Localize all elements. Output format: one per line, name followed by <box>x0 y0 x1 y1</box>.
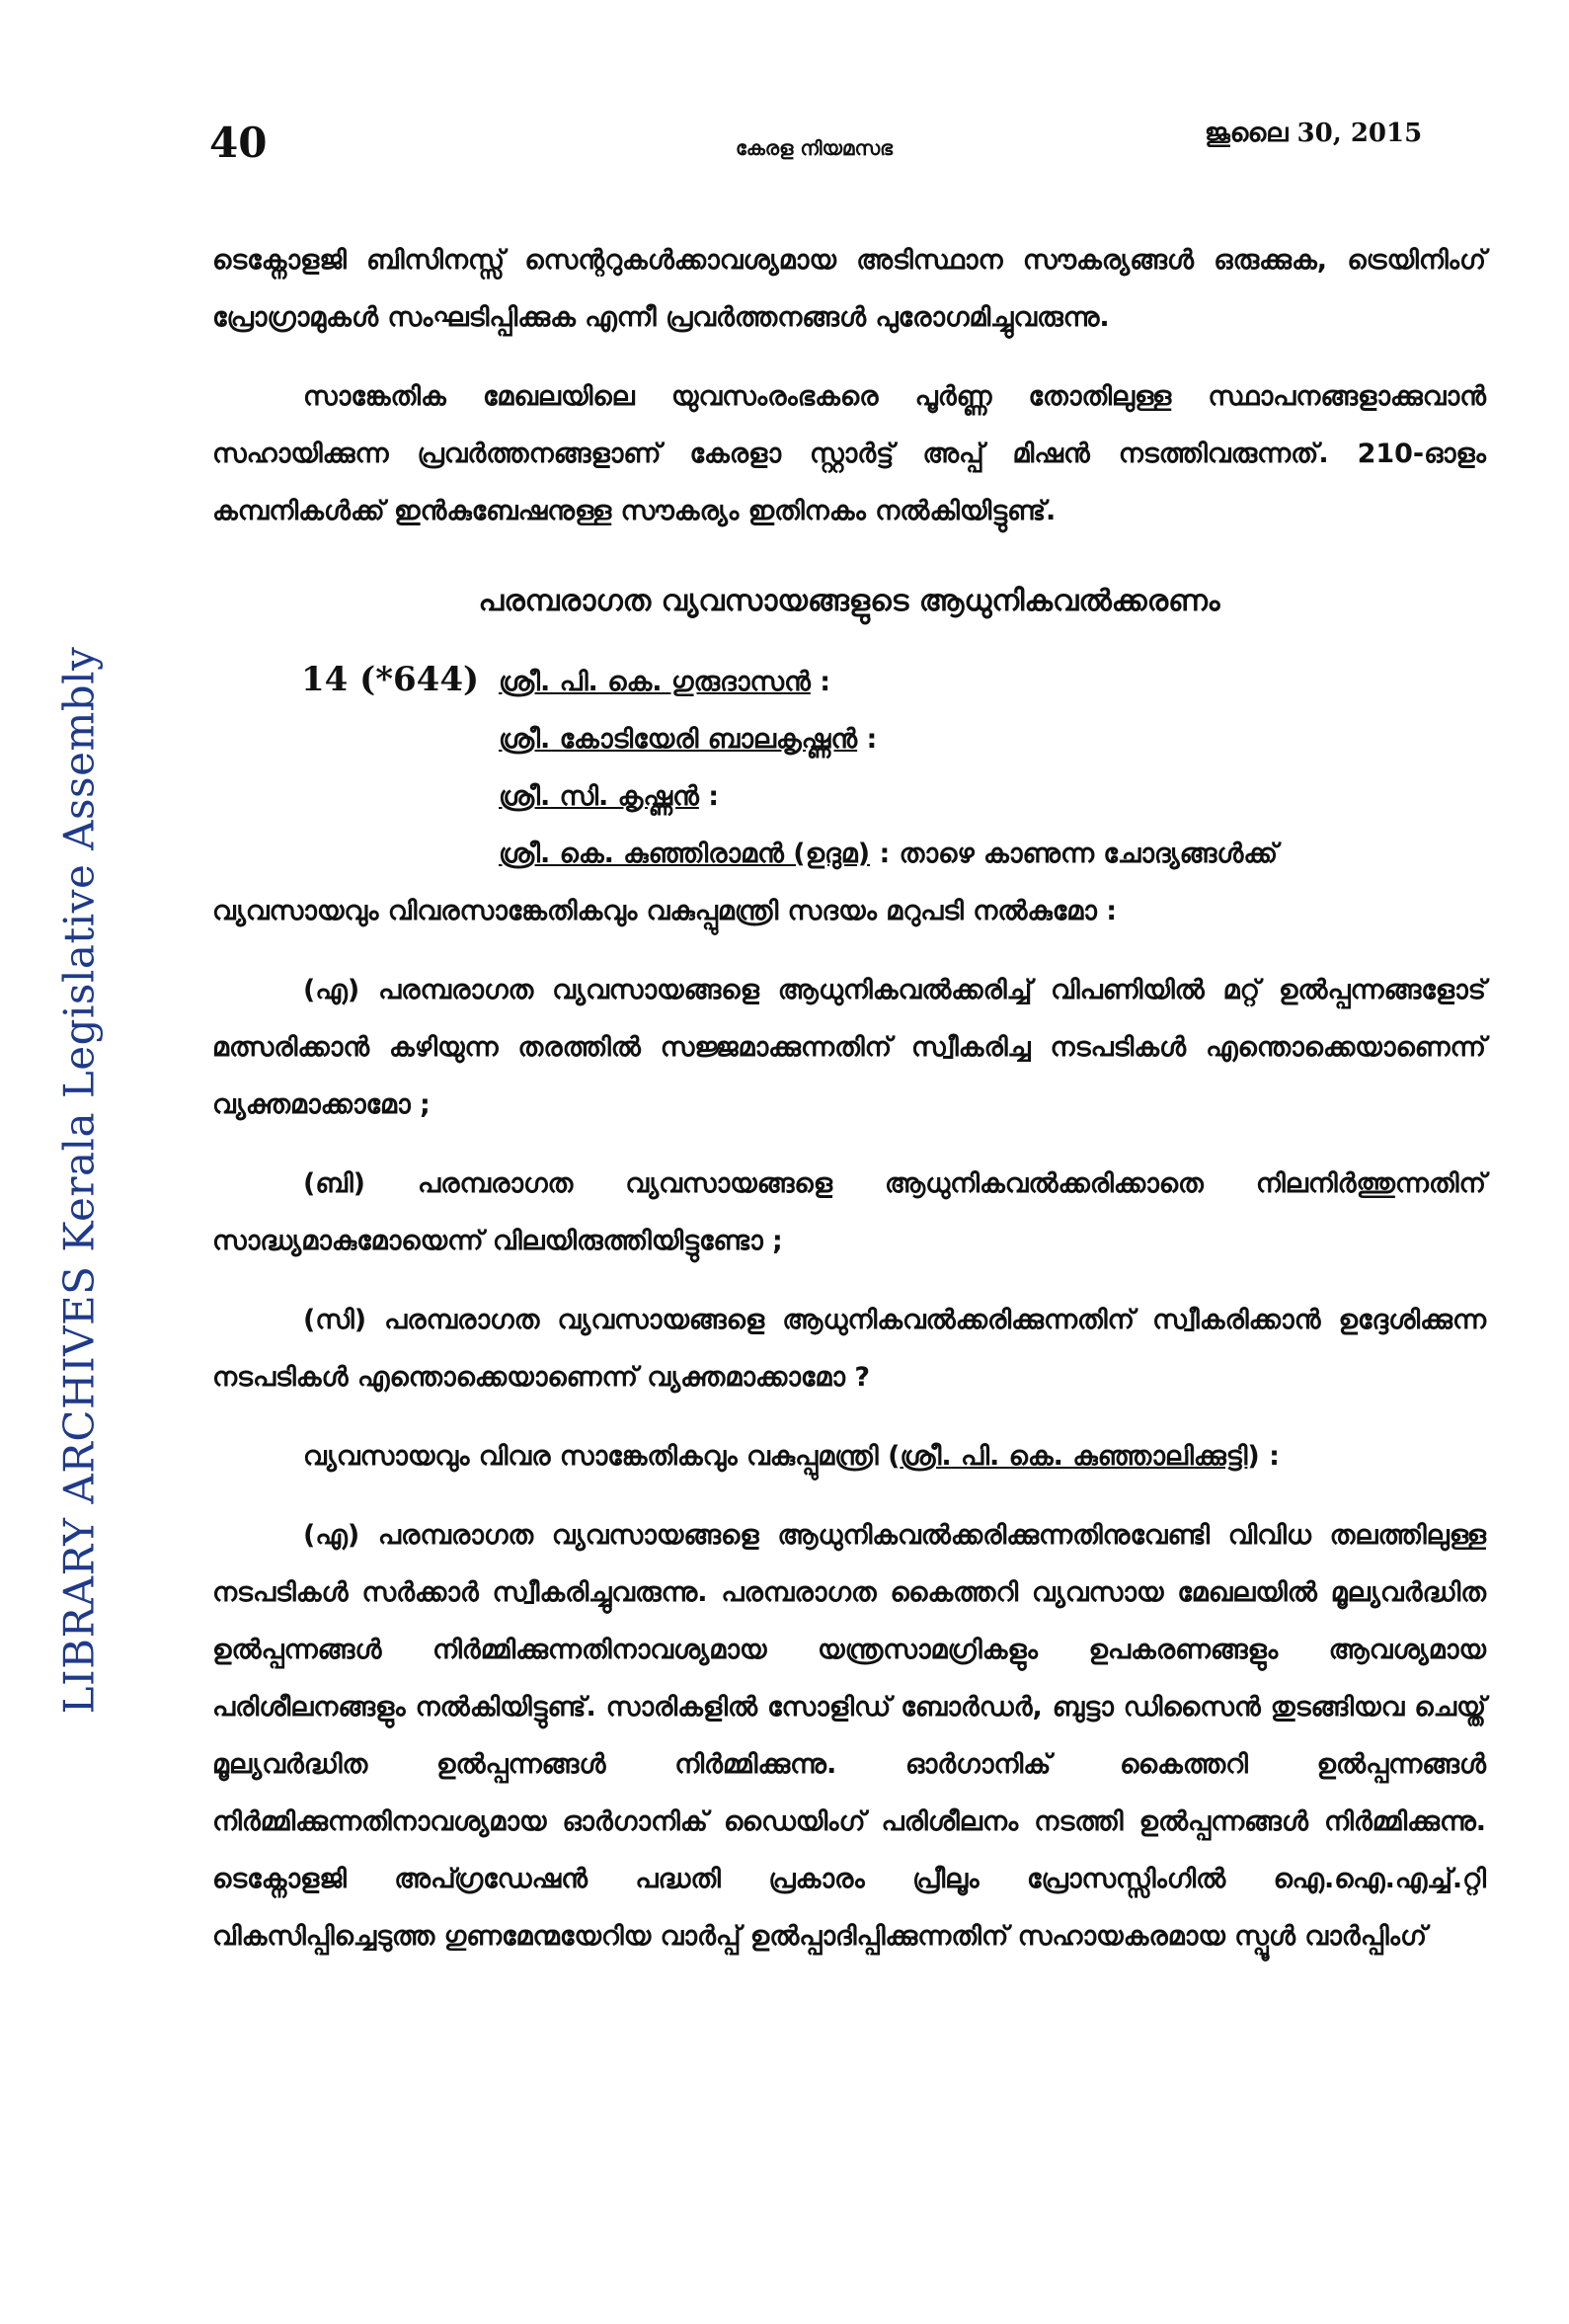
answer-intro-suffix: ) : <box>1247 1441 1280 1472</box>
question-a: (എ) പരമ്പരാഗത വ്യവസായങ്ങളെ ആധുനികവൽക്കരിച്ച് വിപണിയിൽ മറ്റ് ഉൽപ്പന്നങ്ങളോട് മത്സരിക്കാൻ കഴിയുന്ന തരത്തിൽ സജ്ജമാക്കുന്നതിന് സ്വീകരിച്ച നടപടികൾ എന്തൊക്കെയാണെന്ന് വ്യക്തമാക്കാമോ ; <box>212 975 1486 1120</box>
question-member-line <box>301 711 1486 768</box>
paragraph-intro: ടെക്നോളജി ബിസിനസ്സ് സെന്ററുകൾക്കാവശ്യമായ അടിസ്ഥാന സൗകര്യങ്ങൾ ഒരുക്കുക, ട്രെയിനിംഗ് പ്രോഗ്രാമുകൾ സംഘടിപ്പിക്കുക എന്നീ പ്രവർത്തനങ്ങൾ പുരോഗമിച്ചുവരുന്നു. <box>212 245 1486 333</box>
answer-intro-prefix: വ്യവസായവും വിവര സാങ്കേതികവും വകുപ്പുമന്ത്രി ( <box>303 1441 901 1472</box>
question-member-line <box>301 826 1486 883</box>
question-intro-tail: : താഴെ കാണുന്ന ചോദ്യങ്ങൾക്ക് <box>870 839 1279 869</box>
question-intro: വ്യവസായവും വിവരസാങ്കേതികവും വകുപ്പുമന്ത്രി സദയം മറുപടി നൽകുമോ : <box>212 896 1118 926</box>
answer-minister: ശ്രീ. പി. കെ. കുഞ്ഞാലിക്കുട്ടി <box>900 1441 1248 1472</box>
section-heading: പരമ്പരാഗത വ്യവസായങ്ങളുടെ ആധുനികവൽക്കരണം <box>478 584 1220 618</box>
question-block <box>301 651 1486 883</box>
question-member-line <box>301 651 1486 711</box>
member-separator: : <box>857 724 878 755</box>
question-b: (ബി) പരമ്പരാഗത വ്യവസായങ്ങളെ ആധുനികവൽക്കരിക്കാതെ നിലനിർത്തുന്നതിന് സാദ്ധ്യമാകുമോയെന്ന് വിലയിരുത്തിയിട്ടുണ്ടോ ; <box>212 1168 1486 1256</box>
header-date: ജൂലൈ 30, 2015 <box>1205 119 1423 148</box>
paragraph-startup: സാങ്കേതിക മേഖലയിലെ യുവസംരംഭകരെ പൂർണ്ണ തോതിലുള്ള സ്ഥാപനങ്ങളാക്കുവാൻ സഹായിക്കുന്ന പ്രവർത്തനങ്ങളാണ് കേരളാ സ്റ്റാർട്ട് അപ്പ് മിഷൻ നടത്തിവരുന്നത്. 210-ഓളം കമ്പനികൾക്ക് ഇൻകുബേഷനുള്ള സൗകര്യം ഇതിനകം നൽകിയിട്ടുണ്ട്. <box>212 381 1486 526</box>
member-name: ശ്രീ. സി. കൃഷ്ണൻ <box>499 781 699 812</box>
member-name: ശ്രീ. പി. കെ. ഗുരുദാസൻ <box>499 667 811 697</box>
member-separator: : <box>810 667 831 697</box>
answer-a: (എ) പരമ്പരാഗത വ്യവസായങ്ങളെ ആധുനികവൽക്കരിക്കുന്നതിനുവേണ്ടി വിവിധ തലത്തിലുള്ള നടപടികൾ സർക്കാർ സ്വീകരിച്ചുവരുന്നു. പരമ്പരാഗത കൈത്തറി വ്യവസായ മേഖലയിൽ മൂല്യവർദ്ധിത ഉൽപ്പന്നങ്ങൾ നിർമ്മിക്കുന്നതിനാവശ്യമായ യന്ത്രസാമഗ്രികളും ഉപകരണങ്ങളും ആവശ്യമായ പരിശീലനങ്ങളും നൽകിയിട്ടുണ്ട്. സാരികളിൽ സോളിഡ് ബോർഡർ, ബുട്ടാ ഡിസൈൻ തുടങ്ങിയവ ചെയ്ത് മൂല്യവർദ്ധിത ഉൽപ്പന്നങ്ങൾ നിർമ്മിക്കുന്നു. ഓർഗാനിക് കൈത്തറി ഉൽപ്പന്നങ്ങൾ നിർമ്മിക്കുന്നതിനാവശ്യമായ ഓർഗാനിക് ഡൈയിംഗ് പരിശീലനം നടത്തി ഉൽപ്പന്നങ്ങൾ നിർമ്മിക്കുന്നു. ടെക്നോളജി അപ്ഗ്രഡേഷൻ പദ്ധതി പ്രകാരം പ്രീലൂം പ്രോസസ്സിംഗിൽ ഐ.ഐ.എച്ച്.റ്റി വികസിപ്പിച്ചെടുത്ത ഗുണമേന്മയേറിയ വാർപ്പ് ഉൽപ്പാദിപ്പിക്കുന്നതിന് സഹായകരമായ സ്പൂൾ വാർപ്പിംഗ് <box>212 1520 1486 1952</box>
running-head: കേരള നിയമസഭ <box>736 136 893 160</box>
question-member-line <box>301 768 1486 826</box>
member-name: ശ്രീ. കെ. കുഞ്ഞിരാമൻ (ഉദുമ) <box>499 839 871 869</box>
archive-sidebar <box>30 642 128 1719</box>
page-body <box>212 232 1486 1965</box>
archive-label: LIBRARY ARCHIVES Kerala Legislative Assembly <box>54 646 104 1715</box>
answer-intro <box>212 1428 1486 1485</box>
member-separator: : <box>698 781 720 812</box>
question-c: (സി) പരമ്പരാഗത വ്യവസായങ്ങളെ ആധുനികവൽക്കരിക്കുന്നതിന് സ്വീകരിക്കാൻ ഉദ്ദേശിക്കുന്ന നടപടികൾ എന്തൊക്കെയാണെന്ന് വ്യക്തമാക്കാമോ ? <box>212 1305 1486 1393</box>
member-name: ശ്രീ. കോടിയേരി ബാലകൃഷ്ണൻ <box>499 724 858 755</box>
page-number: 40 <box>209 119 268 167</box>
question-number: 14 (*644) <box>301 660 480 699</box>
